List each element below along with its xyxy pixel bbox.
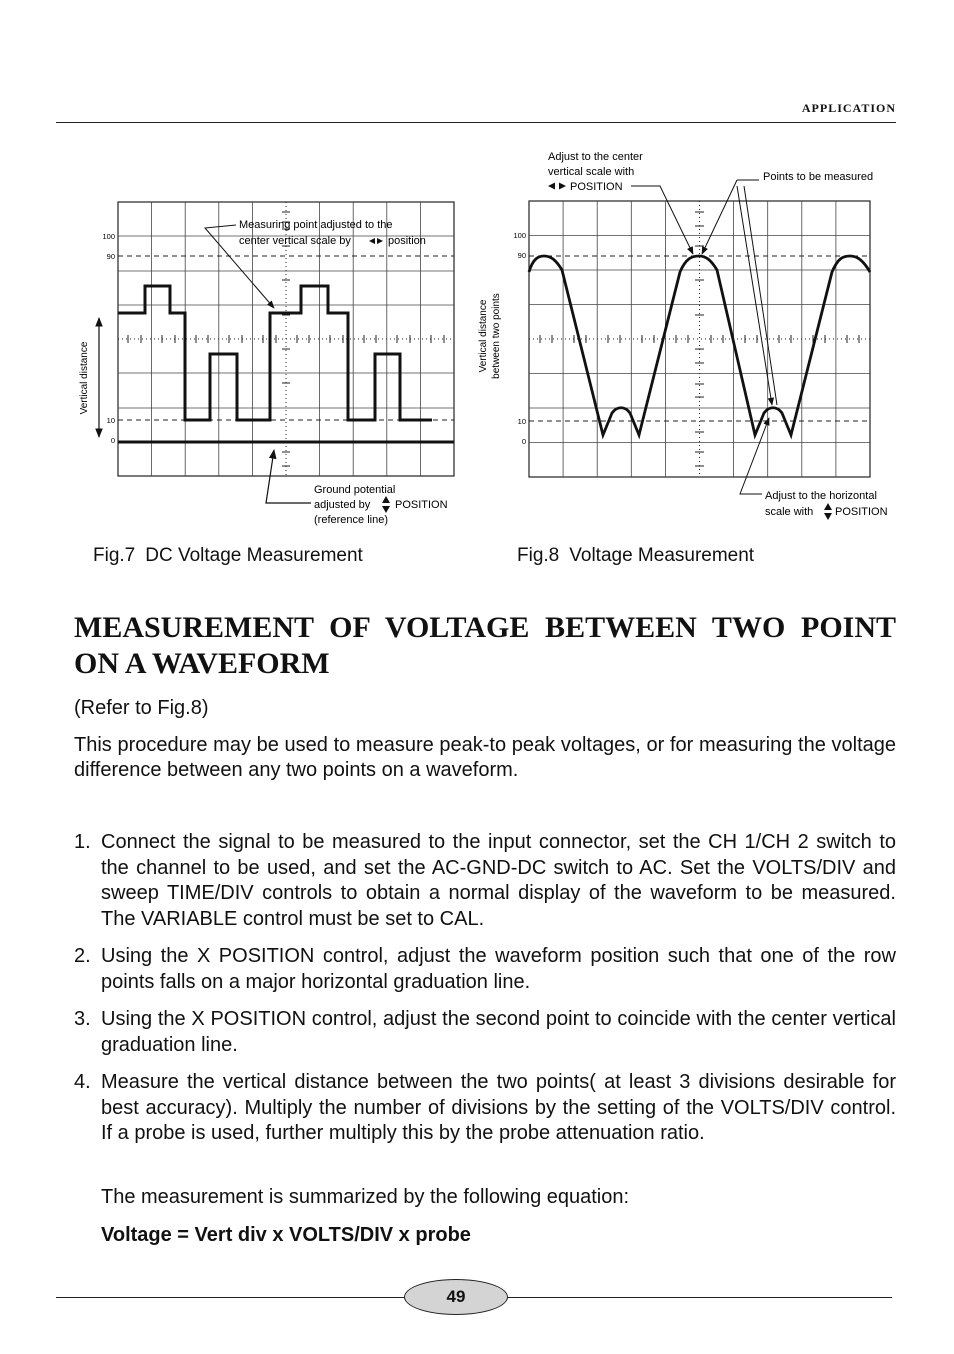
- fig8-note-horiz-2: scale with: [765, 506, 814, 518]
- fig8-axis-label-2: between two points: [491, 293, 502, 379]
- vertical-arrows-icon: [382, 496, 390, 513]
- vertical-arrows-icon: [824, 503, 832, 520]
- fig7-tick-10: 10: [106, 416, 115, 425]
- step-item: [74, 1070, 896, 1147]
- fig7-note-bottom-4: (reference line): [314, 514, 388, 526]
- fig8-leader-center: [631, 186, 693, 254]
- fig8-note-center-2: vertical scale with: [548, 166, 635, 178]
- fig7-tick-90: 90: [106, 252, 115, 261]
- fig7-tick-0: 0: [110, 436, 115, 445]
- fig7-tick-100: 100: [102, 232, 115, 241]
- fig8-note-center-1: Adjust to the center: [548, 151, 643, 163]
- fig7-caption-num: Fig.7: [93, 545, 136, 566]
- fig8-leader-points-a: [702, 180, 737, 254]
- fig8-caption-text: Voltage Measurement: [569, 545, 755, 566]
- figures: [0, 0, 954, 600]
- step-text: Measure the vertical distance between the two points( at least 3 divisions desirable for best accuracy). Multiply the number of divisions by the setting of the VOLTS/DIV control. If a probe is used, further multiply this by the probe attenuation ratio.: [101, 1071, 896, 1144]
- step-text: Using the X POSITION control, adjust the waveform position such that one of the row points falls on a major horizontal graduation line.: [101, 945, 896, 993]
- refer-note: (Refer to Fig.8): [74, 697, 209, 719]
- fig7-note-top-3: position: [388, 235, 426, 247]
- step-item: [74, 830, 896, 932]
- equation-intro: The measurement is summarized by the following equation:: [101, 1186, 630, 1208]
- fig7-note-top-1: Measuring point adjusted to the: [239, 219, 393, 231]
- step-number: 3.: [74, 1008, 91, 1030]
- fig7-note-bottom-2: adjusted by: [314, 499, 371, 511]
- step-text: Using the X POSITION control, adjust the second point to coincide with the center vertical graduation line.: [101, 1008, 896, 1056]
- step-text: Connect the signal to be measured to the input connector, set the CH 1/CH 2 switch to the channel to be used, and set the AC-GND-DC switch to AC. Set the VOLTS/DIV and sweep TIME/DIV controls to obtain a normal display of the waveform to be measured. The VARIABLE control must be set to CAL.: [101, 831, 896, 930]
- fig7-note-bottom-3: POSITION: [395, 499, 448, 511]
- intro-paragraph: This procedure may be used to measure peak-to peak voltages, or for measuring the voltage difference between any two points on a waveform.: [74, 734, 896, 781]
- step-number: 4.: [74, 1071, 91, 1093]
- section-title: MEASUREMENT OF VOLTAGE BETWEEN TWO POINT ON A WAVEFORM: [74, 611, 896, 680]
- step-number: 1.: [74, 831, 91, 853]
- fig8-tick-90: 90: [517, 251, 526, 260]
- fig7-note-bottom-1: Ground potential: [314, 484, 396, 496]
- horizontal-arrows-icon: [369, 238, 383, 244]
- fig8-tick-100: 100: [513, 231, 526, 240]
- page-number: 49: [404, 1279, 508, 1315]
- fig8-caption-num: Fig.8: [517, 545, 560, 566]
- step-item: [74, 1007, 896, 1058]
- fig7-caption-text: DC Voltage Measurement: [145, 545, 363, 566]
- fig7-note-top-2: center vertical scale by: [239, 235, 351, 247]
- fig8-leader-points-b: [737, 186, 772, 405]
- fig8-tick-10: 10: [517, 417, 526, 426]
- step-item: [74, 944, 896, 995]
- fig8-caption: [517, 545, 754, 567]
- fig8-leader-points-c: [744, 186, 777, 405]
- equation: Voltage = Vert div x VOLTS/DIV x probe: [101, 1224, 471, 1246]
- fig8-note-center-3: POSITION: [570, 181, 623, 193]
- fig8-note-horiz-1: Adjust to the horizontal: [765, 490, 877, 502]
- fig8-axis-label-1: Vertical distance: [478, 299, 489, 373]
- fig7-waveform: [118, 286, 432, 420]
- fig8-note-points: Points to be measured: [763, 171, 874, 183]
- section-header: APPLICATION: [801, 101, 896, 115]
- fig8-note-horiz-3: POSITION: [835, 506, 888, 518]
- fig7-axis-label: Vertical distance: [79, 341, 90, 415]
- fig8-tick-0: 0: [521, 437, 526, 446]
- fig7-caption: [93, 545, 363, 567]
- step-number: 2.: [74, 945, 91, 967]
- horizontal-arrows-icon: [548, 183, 566, 190]
- procedure-steps: [74, 830, 896, 1159]
